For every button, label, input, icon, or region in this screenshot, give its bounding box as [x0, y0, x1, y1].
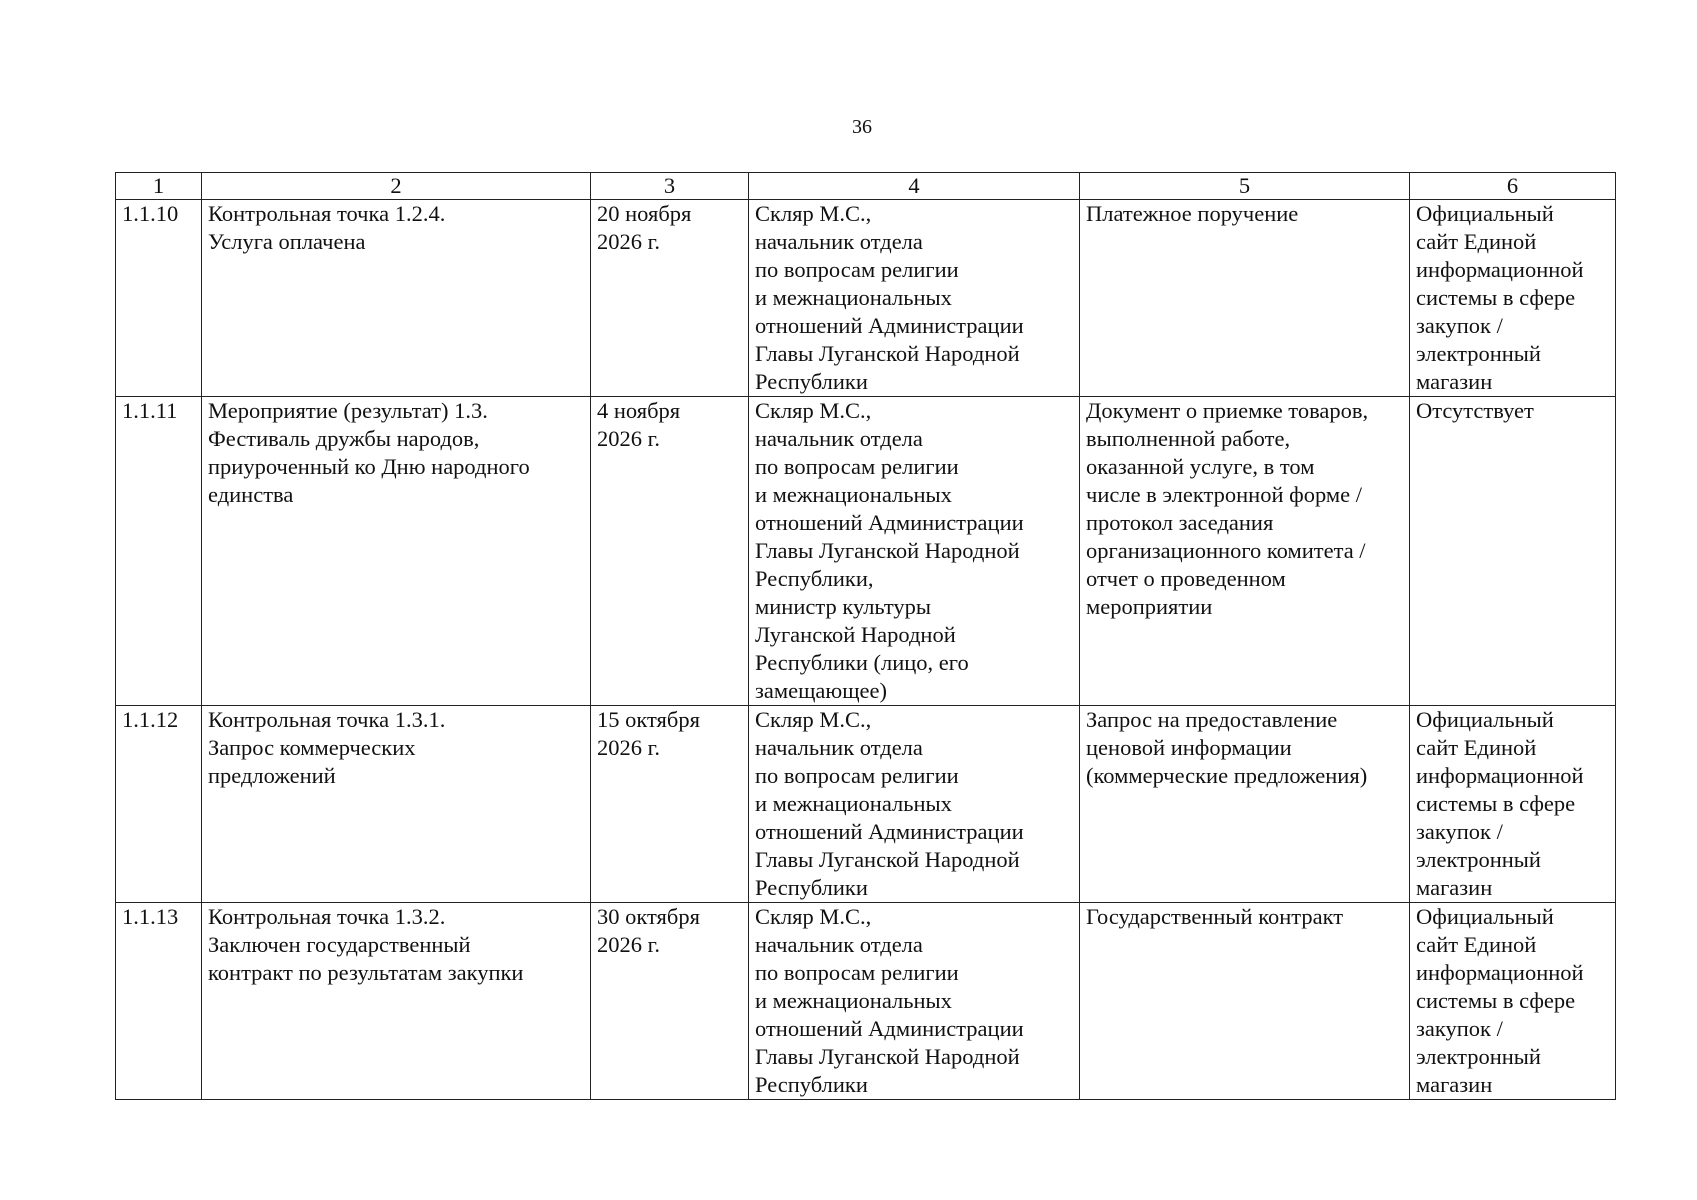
cell-line: начальник отдела — [755, 735, 923, 760]
cell-line: закупок / — [1416, 313, 1503, 338]
cell-line: Отсутствует — [1416, 398, 1534, 423]
cell-line: Официальный — [1416, 707, 1554, 732]
column-header-3: 3 — [591, 173, 749, 200]
cell-date — [591, 706, 749, 903]
cell-line: мероприятии — [1086, 594, 1213, 619]
cell-line: системы в сфере — [1416, 988, 1576, 1013]
cell-line: 2026 г. — [597, 735, 660, 760]
cell-document — [1080, 903, 1410, 1100]
cell-line: электронный — [1416, 847, 1541, 872]
cell-date — [591, 200, 749, 397]
cell-information-system — [1410, 706, 1616, 903]
cell-line: начальник отдела — [755, 229, 923, 254]
cell-line: Республики, — [755, 566, 874, 591]
cell-line: и межнациональных — [755, 988, 952, 1013]
cell-line: ценовой информации — [1086, 735, 1292, 760]
cell-line: сайт Единой — [1416, 735, 1537, 760]
cell-line: Скляр М.С., — [755, 398, 872, 423]
cell-document — [1080, 397, 1410, 706]
cell-line: по вопросам религии — [755, 960, 959, 985]
table-row — [116, 397, 1616, 706]
cell-event-name — [202, 200, 591, 397]
cell-line: отчет о проведенном — [1086, 566, 1286, 591]
cell-line: Скляр М.С., — [755, 904, 872, 929]
cell-line: Скляр М.С., — [755, 201, 872, 226]
cell-line: выполненной работе, — [1086, 426, 1291, 451]
cell-line: магазин — [1416, 1072, 1493, 1097]
page-number: 36 — [852, 116, 872, 138]
cell-line: Официальный — [1416, 201, 1554, 226]
cell-line: приуроченный ко Дню народного — [208, 454, 530, 479]
cell-line: электронный — [1416, 1044, 1541, 1069]
cell-date — [591, 903, 749, 1100]
cell-line: закупок / — [1416, 819, 1503, 844]
cell-line: по вопросам религии — [755, 257, 959, 282]
cell-line: (коммерческие предложения) — [1086, 763, 1368, 788]
cell-information-system — [1410, 903, 1616, 1100]
cell-line: по вопросам религии — [755, 454, 959, 479]
cell-line: Республики (лицо, его — [755, 650, 969, 675]
cell-document — [1080, 200, 1410, 397]
table-body — [116, 200, 1616, 1100]
column-header-1: 1 — [116, 173, 202, 200]
cell-responsible — [749, 397, 1080, 706]
cell-line: по вопросам религии — [755, 763, 959, 788]
cell-line: Контрольная точка 1.3.2. — [208, 904, 446, 929]
control-points-table — [115, 172, 1616, 1100]
cell-line: магазин — [1416, 369, 1493, 394]
cell-line: и межнациональных — [755, 285, 952, 310]
column-header-6: 6 — [1410, 173, 1616, 200]
cell-line: Главы Луганской Народной — [755, 1044, 1020, 1069]
cell-line: Контрольная точка 1.3.1. — [208, 707, 446, 732]
cell-line: и межнациональных — [755, 791, 952, 816]
cell-line: 2026 г. — [597, 229, 660, 254]
cell-line: протокол заседания — [1086, 510, 1274, 535]
cell-event-name — [202, 706, 591, 903]
cell-line: Запрос на предоставление — [1086, 707, 1338, 732]
cell-line: сайт Единой — [1416, 229, 1537, 254]
cell-number: 1.1.13 — [116, 903, 202, 1100]
cell-line: закупок / — [1416, 1016, 1503, 1041]
cell-line: отношений Администрации — [755, 313, 1024, 338]
cell-responsible — [749, 200, 1080, 397]
cell-line: и межнациональных — [755, 482, 952, 507]
cell-line: Главы Луганской Народной — [755, 847, 1020, 872]
cell-line: электронный — [1416, 341, 1541, 366]
cell-line: Республики — [755, 369, 868, 394]
cell-line: замещающее) — [755, 678, 888, 703]
cell-document — [1080, 706, 1410, 903]
cell-line: Контрольная точка 1.2.4. — [208, 201, 446, 226]
cell-line: системы в сфере — [1416, 791, 1576, 816]
cell-line: Услуга оплачена — [208, 229, 366, 254]
cell-line: Фестиваль дружбы народов, — [208, 426, 480, 451]
cell-number: 1.1.12 — [116, 706, 202, 903]
cell-line: Государственный контракт — [1086, 904, 1344, 929]
cell-line: информационной — [1416, 257, 1584, 282]
cell-line: начальник отдела — [755, 932, 923, 957]
cell-line: числе в электронной форме / — [1086, 482, 1362, 507]
cell-information-system — [1410, 397, 1616, 706]
cell-line: отношений Администрации — [755, 510, 1024, 535]
cell-line: системы в сфере — [1416, 285, 1576, 310]
cell-line: Республики — [755, 1072, 868, 1097]
cell-line: информационной — [1416, 763, 1584, 788]
cell-line: 20 ноября — [597, 201, 692, 226]
cell-line: единства — [208, 482, 294, 507]
cell-line: министр культуры — [755, 594, 931, 619]
cell-number: 1.1.10 — [116, 200, 202, 397]
cell-line: 4 ноября — [597, 398, 681, 423]
cell-responsible — [749, 903, 1080, 1100]
cell-number: 1.1.11 — [116, 397, 202, 706]
cell-line: организационного комитета / — [1086, 538, 1366, 563]
cell-date — [591, 397, 749, 706]
cell-line: 15 октября — [597, 707, 700, 732]
cell-line: 30 октября — [597, 904, 700, 929]
cell-line: отношений Администрации — [755, 819, 1024, 844]
cell-line: Скляр М.С., — [755, 707, 872, 732]
cell-line: сайт Единой — [1416, 932, 1537, 957]
cell-line: Запрос коммерческих — [208, 735, 416, 760]
cell-line: Платежное поручение — [1086, 201, 1299, 226]
cell-event-name — [202, 903, 591, 1100]
cell-line: информационной — [1416, 960, 1584, 985]
table-row — [116, 200, 1616, 397]
cell-line: 2026 г. — [597, 426, 660, 451]
column-header-4: 4 — [749, 173, 1080, 200]
cell-line: Главы Луганской Народной — [755, 341, 1020, 366]
cell-line: Республики — [755, 875, 868, 900]
cell-line: Документ о приемке товаров, — [1086, 398, 1369, 423]
cell-line: предложений — [208, 763, 336, 788]
column-header-5: 5 — [1080, 173, 1410, 200]
cell-line: начальник отдела — [755, 426, 923, 451]
table-header-row — [116, 173, 1616, 200]
cell-line: Луганской Народной — [755, 622, 956, 647]
cell-line: Мероприятие (результат) 1.3. — [208, 398, 488, 423]
cell-event-name — [202, 397, 591, 706]
cell-line: Официальный — [1416, 904, 1554, 929]
cell-information-system — [1410, 200, 1616, 397]
table-row — [116, 706, 1616, 903]
cell-line: оказанной услуге, в том — [1086, 454, 1315, 479]
cell-line: отношений Администрации — [755, 1016, 1024, 1041]
cell-line: контракт по результатам закупки — [208, 960, 524, 985]
table-row — [116, 903, 1616, 1100]
cell-responsible — [749, 706, 1080, 903]
cell-line: магазин — [1416, 875, 1493, 900]
cell-line: 2026 г. — [597, 932, 660, 957]
cell-line: Заключен государственный — [208, 932, 471, 957]
cell-line: Главы Луганской Народной — [755, 538, 1020, 563]
column-header-2: 2 — [202, 173, 591, 200]
